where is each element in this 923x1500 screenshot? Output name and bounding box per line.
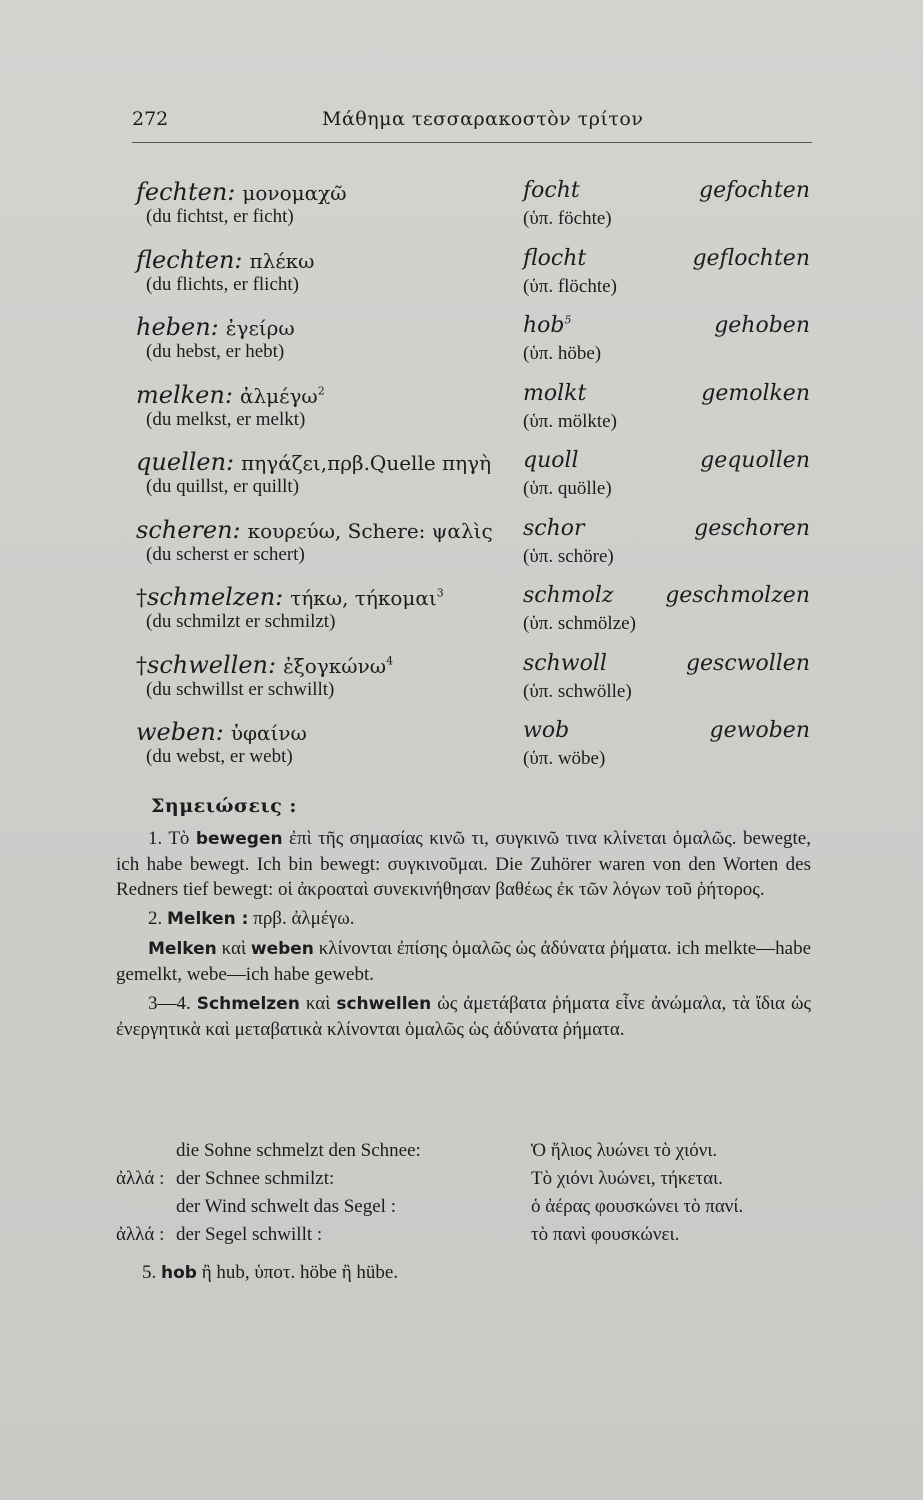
note-keyword: Schmelzen <box>196 994 300 1014</box>
example-greek: τὸ πανὶ φουσκώνει. <box>531 1224 680 1245</box>
past-form: focht <box>523 178 580 203</box>
note-keyword: bewegen <box>195 829 283 849</box>
subjunctive: (ὑπ. schmölze) <box>523 613 636 634</box>
note-3-4 <box>116 991 811 1042</box>
infinitive <box>136 583 444 611</box>
past-form: schor <box>523 515 585 541</box>
infinitive <box>136 246 315 274</box>
past-form: quoll <box>523 448 579 473</box>
note-keyword: schwellen <box>336 994 432 1014</box>
infinitive <box>136 718 307 746</box>
participle: gequollen <box>700 448 810 473</box>
note-keyword: Melken : <box>167 909 249 929</box>
infinitive-german: scheren: <box>136 515 241 544</box>
note-2b <box>116 936 811 987</box>
footnote-mark: 3 <box>436 586 444 600</box>
verb-row <box>136 246 826 314</box>
verb-row <box>136 516 826 584</box>
verb-row <box>136 448 826 516</box>
infinitive <box>136 651 393 679</box>
example-greek: Τὸ χιόνι λυώνει, τήκεται. <box>531 1168 723 1189</box>
infinitive-greek: ἐγείρω <box>225 316 295 340</box>
infinitive-greek: πλέκω <box>249 248 315 273</box>
example-row <box>116 1168 816 1196</box>
example-prefix: ἀλλά : <box>116 1168 165 1189</box>
conjugation: (du scherst er schert) <box>146 543 305 565</box>
participle: geschmolzen <box>665 583 810 608</box>
example-sentences <box>116 1140 816 1252</box>
conjugation: (du fichtst, er ficht) <box>146 206 294 227</box>
example-german: die Sohne schmelzt den Schnee: <box>176 1140 421 1161</box>
participle: gewoben <box>709 718 810 743</box>
subjunctive: (ὑπ. schöre) <box>523 545 614 567</box>
note-text: καὶ <box>221 938 247 959</box>
past-form: schmolz <box>523 583 614 608</box>
note-number: 1. <box>148 828 163 849</box>
infinitive-german: schwellen: <box>147 650 277 679</box>
footnote-mark: 4 <box>386 654 394 668</box>
verb-row <box>136 583 826 651</box>
infinitive-greek: πηγάζει,πρβ.Quelle πηγὴ <box>241 451 492 475</box>
note-text: πρβ. ἀλμέγω. <box>253 908 355 929</box>
past-tense <box>523 246 586 271</box>
note-text: καὶ <box>305 993 331 1014</box>
infinitive-greek: ἐξογκώνω <box>283 653 387 678</box>
header-rule <box>132 142 812 143</box>
verb-row <box>136 651 826 719</box>
past-tense <box>523 448 579 473</box>
footnote-mark: 2 <box>317 384 325 398</box>
past-tense <box>523 313 572 338</box>
infinitive-german: fechten: <box>136 178 236 206</box>
infinitive-greek: τήκω, τήκομαι <box>290 586 437 610</box>
footnote-mark: 5 <box>564 313 572 327</box>
subjunctive: (ὑπ. wöbe) <box>523 748 606 769</box>
verb-row <box>136 313 826 381</box>
page-number: 272 <box>132 108 169 130</box>
example-row <box>116 1224 816 1252</box>
infinitive-greek: ἀλμέγω <box>239 383 318 408</box>
conjugation: (du melkst, er melkt) <box>146 408 306 430</box>
example-german: der Segel schwillt : <box>176 1224 323 1245</box>
note-1 <box>116 826 811 902</box>
notes-title: Σημειώσεις : <box>151 795 297 817</box>
infinitive <box>136 381 325 409</box>
past-form: molkt <box>523 380 587 406</box>
note-text: ἐπὶ τῆς σημασίας κινῶ τι, συγκινῶ τινα κλίνεται ὁμαλῶς. bewegte, ich habe bewegt. Ich bin bewegt: συγκινοῦμαι. Die Zuhörer waren von den Worten des Redners tief bewegt: οἱ ἀκροαταὶ συνεκινήθησαν βαθέως ἐκ τῶν λόγων τοῦ ῥήτορος. <box>116 828 811 900</box>
conjugation: (du schwillst er schwillt) <box>146 678 335 700</box>
running-title: Μάθημα τεσσαρακοστὸν τρίτον <box>322 108 644 130</box>
example-german: der Schnee schmilzt: <box>176 1168 335 1189</box>
infinitive <box>136 448 491 476</box>
example-prefix: ἀλλά : <box>116 1224 165 1245</box>
example-german: der Wind schwelt das Segel : <box>176 1196 396 1217</box>
past-tense <box>523 583 614 608</box>
note-number: 5. <box>142 1262 157 1283</box>
subjunctive: (ὑπ. mölkte) <box>523 410 617 432</box>
infinitive-german: flechten: <box>136 245 243 274</box>
example-row <box>116 1140 816 1168</box>
past-tense <box>523 381 586 406</box>
verb-row <box>136 381 826 449</box>
past-form: schwoll <box>523 650 607 676</box>
participle: gefochten <box>698 178 810 203</box>
conjugation: (du quillst, er quillt) <box>146 476 300 497</box>
dagger-mark: † <box>136 586 147 611</box>
subjunctive: (ὑπ. föchte) <box>523 208 612 229</box>
past-tense <box>523 718 569 743</box>
conjugation: (du webst, er webt) <box>146 746 293 767</box>
past-form: hob <box>523 313 565 338</box>
note-keyword: weben <box>250 939 314 959</box>
note-text: κλίνονται ἐπίσης ὁμαλῶς ὡς ἀδύνατα ῥήματα. ich melkte—habe gemelkt, webe—ich habe gewebt. <box>116 938 812 985</box>
verb-table <box>136 178 826 786</box>
participle: geschoren <box>694 515 810 541</box>
infinitive-german: weben: <box>136 718 224 746</box>
verb-row <box>136 178 826 246</box>
participle: geflochten <box>692 245 810 271</box>
conjugation: (du schmilzt er schmilzt) <box>146 611 336 632</box>
infinitive-german: melken: <box>136 380 233 409</box>
participle: gescwollen <box>685 650 810 676</box>
infinitive <box>136 178 347 206</box>
past-tense <box>523 178 580 203</box>
note-number: 2. <box>148 908 163 929</box>
participle: gehoben <box>714 313 810 338</box>
note-text: ὡς ἀμετάβατα ῥήματα εἶνε ἀνώμαλα, τὰ ἴδια ὡς ἐνεργητικὰ καὶ μεταβατικὰ κλίνονται ὁμαλῶς ὡς ἀδύνατα ῥήματα. <box>116 993 812 1040</box>
infinitive-greek: μονομαχῶ <box>242 181 347 205</box>
note-keyword: hob <box>161 1263 197 1283</box>
conjugation: (du flichts, er flicht) <box>146 273 300 295</box>
past-tense <box>523 651 607 676</box>
note-5 <box>142 1262 398 1284</box>
example-greek: ὁ ἀέρας φουσκώνει τὸ πανί. <box>531 1196 744 1217</box>
infinitive <box>136 313 295 341</box>
infinitive-german: heben: <box>136 313 219 341</box>
infinitive-greek: κουρεύω, Schere: ψαλὶς <box>247 518 493 543</box>
past-form: wob <box>523 718 570 743</box>
note-keyword: Melken <box>148 939 217 959</box>
example-greek: Ὁ ἥλιος λυώνει τὸ χιόνι. <box>531 1140 718 1161</box>
past-tense <box>523 516 585 541</box>
subjunctive: (ὑπ. quölle) <box>523 478 612 499</box>
notes-section <box>116 826 811 1046</box>
note-number: 3—4. <box>148 993 191 1014</box>
participle: gemolken <box>701 380 810 406</box>
infinitive <box>136 516 493 544</box>
subjunctive: (ὑπ. schwölle) <box>523 680 632 702</box>
subjunctive: (ὑπ. höbe) <box>523 343 602 364</box>
example-row <box>116 1196 816 1224</box>
note-text: Τὸ <box>168 828 190 849</box>
note-2 <box>116 906 811 932</box>
infinitive-german: quellen: <box>136 448 235 476</box>
note-text: ἢ hub, ὑποτ. höbe ἢ hübe. <box>201 1262 399 1283</box>
infinitive-german: schmelzen: <box>147 583 284 611</box>
subjunctive: (ὑπ. flöchte) <box>523 275 617 297</box>
conjugation: (du hebst, er hebt) <box>146 341 285 362</box>
infinitive-greek: ὑφαίνω <box>230 721 307 745</box>
dagger-mark: † <box>136 653 147 679</box>
verb-row <box>136 718 826 786</box>
past-form: flocht <box>523 245 587 271</box>
page-header <box>132 108 812 148</box>
